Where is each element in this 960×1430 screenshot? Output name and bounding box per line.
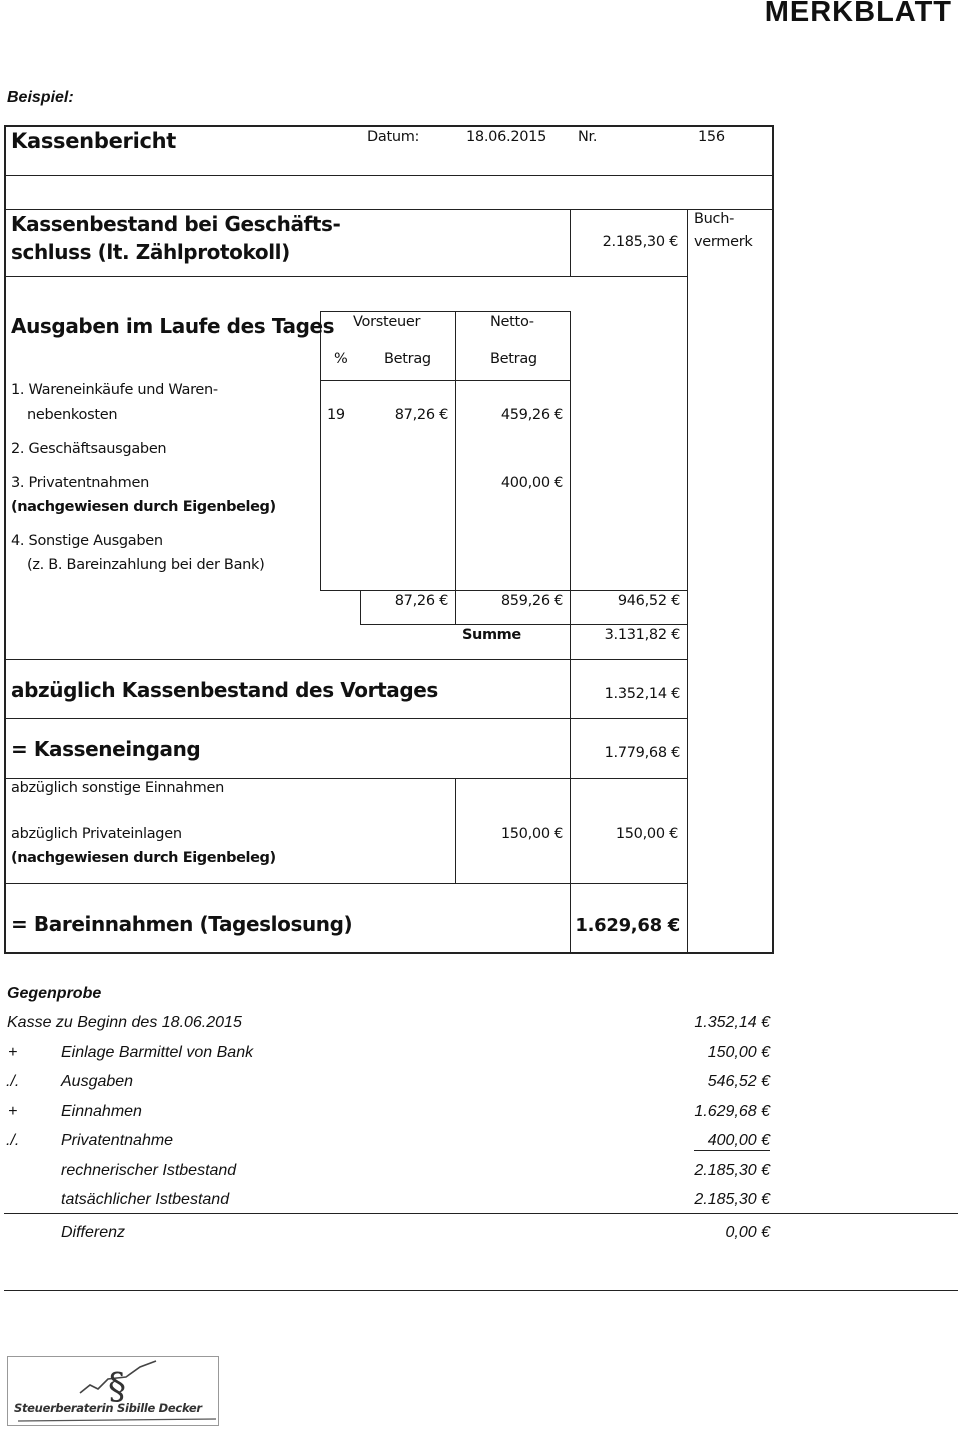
- report-title: Kassenbericht: [11, 129, 177, 153]
- previous-balance-label: abzüglich Kassenbestand des Vortages: [11, 678, 438, 702]
- cash-receipt-value: 1.779,68 €: [604, 745, 680, 761]
- col-betrag: Betrag: [384, 351, 431, 367]
- sum-label: Summe: [462, 627, 521, 643]
- example-label: Beispiel:: [7, 89, 74, 106]
- closing-balance-label-1: Kassenbestand bei Geschäfts-: [11, 212, 341, 236]
- page-title: MERKBLATT: [764, 0, 952, 28]
- cash-income-label: = Bareinnahmen (Tageslosung): [11, 912, 353, 936]
- private-deposits-value: 150,00 €: [500, 826, 563, 842]
- logo: [7, 1356, 219, 1426]
- private-deposits-note: (nachgewiesen durch Eigenbeleg): [11, 850, 276, 866]
- expense-tax: 87,26 €: [394, 407, 448, 423]
- expense-percent: 19: [327, 407, 345, 423]
- total-net: 859,26 €: [500, 593, 563, 609]
- booking-note-label-2: vermerk: [694, 234, 753, 250]
- cash-receipt-label: = Kasseneingang: [11, 737, 201, 761]
- svg-text:§: §: [108, 1367, 126, 1408]
- date-label: Datum:: [367, 129, 420, 145]
- col-netto-1: Netto-: [490, 314, 534, 330]
- col-vorsteuer: Vorsteuer: [353, 314, 421, 330]
- total-tax: 87,26 €: [394, 593, 448, 609]
- previous-balance-value: 1.352,14 €: [604, 686, 680, 702]
- date-value: 18.06.2015: [466, 129, 547, 145]
- total-gross: 946,52 €: [617, 593, 680, 609]
- col-percent: %: [334, 351, 348, 367]
- expense-net: 459,26 €: [500, 407, 563, 423]
- col-netto-2: Betrag: [490, 351, 537, 367]
- logo-text: Steuerberaterin Sibille Decker: [14, 1401, 202, 1415]
- nr-label: Nr.: [578, 129, 598, 145]
- expenses-heading: Ausgaben im Laufe des Tages: [11, 314, 335, 338]
- private-deposits-label: abzüglich Privateinlagen: [11, 826, 182, 842]
- closing-balance-value: 2.185,30 €: [602, 234, 678, 250]
- footer-divider: [4, 1290, 958, 1291]
- cash-income-value: 1.629,68 €: [575, 915, 680, 936]
- other-income-label: abzüglich sonstige Einnahmen: [11, 780, 225, 796]
- private-deposits-total: 150,00 €: [615, 826, 678, 842]
- nr-value: 156: [698, 129, 725, 145]
- closing-balance-label-2: schluss (lt. Zählprotokoll): [11, 240, 290, 264]
- sum-value: 3.131,82 €: [604, 627, 680, 643]
- expense-net: 400,00 €: [500, 475, 563, 491]
- divider: [4, 1213, 958, 1214]
- booking-note-label-1: Buch-: [694, 211, 735, 227]
- gegenprobe-heading: Gegenprobe: [7, 985, 102, 1002]
